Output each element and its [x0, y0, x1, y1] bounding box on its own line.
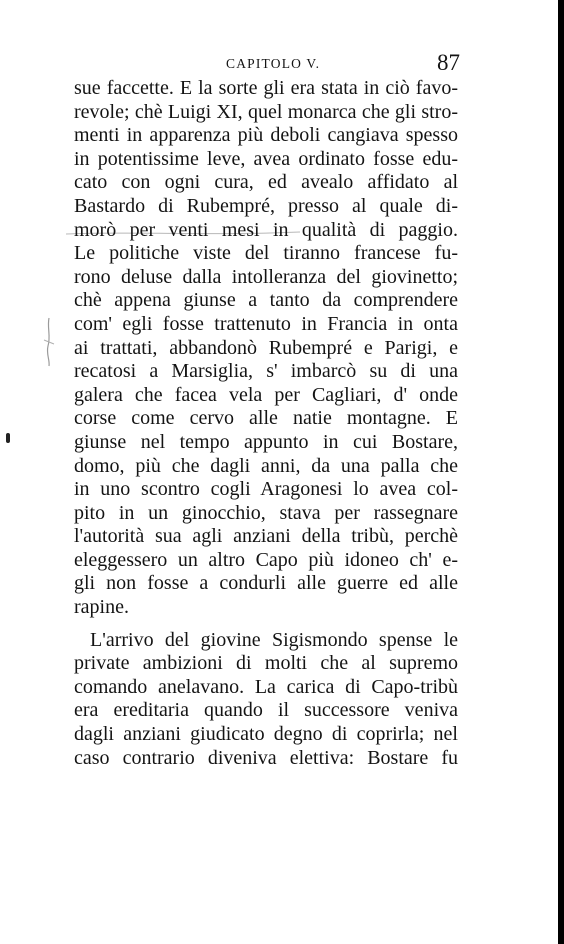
text-line: giunse nel tempo appunto in cui Bostare, — [74, 430, 458, 453]
text-line: galera che facea vela per Cagliari, d' onde — [74, 383, 458, 406]
text-line: recatosi a Marsiglia, s' imbarcò su di una — [74, 360, 458, 383]
text-line: cato con ogni cura, ed avealo affidato al — [74, 171, 458, 194]
text-line: gli non fosse a condurli alle guerre ed alle — [74, 572, 458, 595]
text-line: com' egli fosse trattenuto in Francia in onta — [74, 312, 458, 335]
text-line: caso contrario diveniva elettiva: Bostare fu — [74, 746, 458, 769]
text-line: pito in un ginocchio, stava per rassegnare — [74, 501, 458, 524]
text-line: morò per venti mesi in qualità di paggio. — [74, 218, 458, 241]
text-line: revole; chè Luigi XI, quel monarca che gli stro- — [74, 100, 458, 123]
page-edge-shadow — [558, 0, 564, 944]
page-number: 87 — [437, 50, 460, 75]
text-line: chè appena giunse a tanto da comprendere — [74, 289, 458, 312]
text-line: l'autorità sua agli anziani della tribù, perchè — [74, 525, 458, 548]
text-line: rapine. — [74, 596, 129, 619]
text-line: ai trattati, abbandonò Rubempré e Parigi, e — [74, 336, 458, 359]
paragraph-gap — [74, 620, 458, 629]
text-line: corse come cervo alle natie montagne. E — [74, 407, 458, 430]
text-line: in potentissime leve, avea ordinato fosse edu- — [74, 147, 458, 170]
page-header — [74, 52, 470, 78]
text-line: L'arrivo del giovine Sigismondo spense le — [90, 628, 458, 651]
text-line: rono deluse dalla intolleranza del giovinetto; — [74, 265, 458, 288]
text-line: private ambizioni di molti che al supremo — [74, 652, 458, 675]
paragraph — [74, 629, 458, 771]
text-line: in uno scontro cogli Aragonesi lo avea col- — [74, 478, 458, 501]
text-line: eleggessero un altro Capo più idoneo ch' e- — [74, 548, 458, 571]
body-text — [74, 77, 458, 770]
text-line: dagli anziani giudicato degno di coprirla; nel — [74, 723, 458, 746]
running-title: CAPITOLO V. — [226, 56, 321, 71]
text-line: Le politiche viste del tiranno francese fu- — [74, 242, 458, 265]
text-line: comando anelavano. La carica di Capo-tribù — [74, 675, 458, 698]
text-line: Bastardo di Rubempré, presso al quale di- — [74, 194, 458, 217]
text-line: menti in apparenza più deboli cangiava spesso — [74, 124, 458, 147]
text-line: domo, più che dagli anni, da una palla che — [74, 454, 458, 477]
text-line: sue faccette. E la sorte gli era stata in ciò favo- — [74, 77, 458, 99]
margin-ink-dot — [6, 433, 10, 443]
paragraph — [74, 77, 458, 620]
text-line: era ereditaria quando il successore veniva — [74, 699, 458, 722]
margin-pencil-mark — [40, 316, 58, 368]
